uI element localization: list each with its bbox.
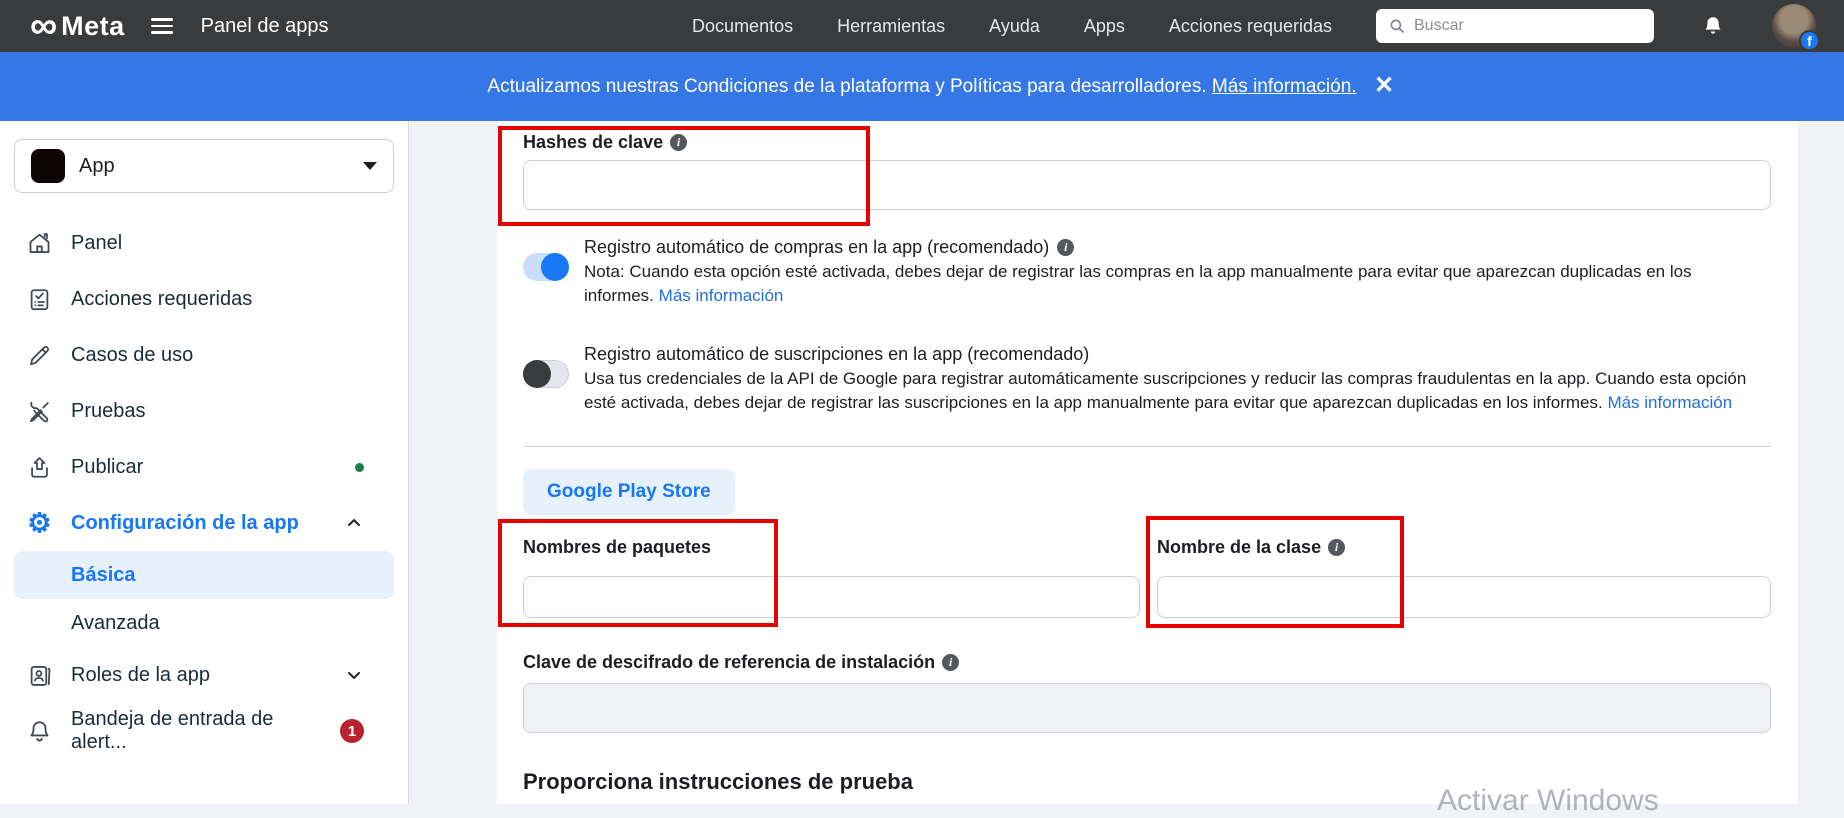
sidebar-item-label: Roles de la app: [71, 663, 210, 686]
sidebar-item-label: Casos de uso: [71, 343, 194, 366]
purchases-toggle-title: Registro automático de compras en la app (recomendado) i: [584, 236, 1754, 258]
info-icon[interactable]: i: [1328, 539, 1345, 556]
facebook-badge-icon: f: [1799, 30, 1820, 51]
package-names-field: [523, 538, 1140, 618]
sidebar-subitem-basica[interactable]: [14, 551, 394, 599]
sidebar-subitem-label: Básica: [71, 563, 136, 586]
sidebar-item-roles[interactable]: [14, 647, 394, 703]
chevron-up-icon: [344, 513, 364, 533]
home-icon: [26, 230, 53, 257]
activate-windows-watermark: Activar Windows: [1437, 784, 1659, 817]
app-selector-label: App: [79, 154, 115, 177]
decrypt-key-input: [523, 683, 1771, 733]
info-icon[interactable]: i: [942, 654, 959, 671]
key-hashes-input[interactable]: [523, 160, 1771, 210]
main-area: [409, 121, 1844, 804]
sidebar-subitem-avanzada[interactable]: [14, 599, 394, 647]
subscriptions-toggle-title: Registro automático de suscripciones en la app (recomendado): [584, 344, 1090, 364]
nav-item-acciones-requeridas[interactable]: Acciones requeridas: [1168, 15, 1332, 36]
top-navbar: [0, 0, 1844, 52]
subscriptions-more-info-link[interactable]: Más información: [1607, 392, 1733, 412]
sidebar-item-configuracion[interactable]: [14, 495, 394, 551]
subscriptions-toggle-note: Usa tus credenciales de la API de Google para registrar automáticamente suscripciones y reducir las compras fraudulentas en la app. Cuando esta opción esté activada, debes dejar de registrar las suscripciones en la app manualmente para evitar que aparezcan duplicadas en los informes. Más información: [584, 369, 1747, 412]
sidebar-item-publicar[interactable]: [14, 439, 394, 495]
sidebar-item-acciones-requeridas[interactable]: [14, 271, 394, 327]
package-names-input[interactable]: [523, 576, 1140, 618]
package-names-label: Nombres de paquetes: [523, 536, 712, 557]
gear-icon: ⚙: [27, 507, 52, 538]
sidebar-item-label: Publicar: [71, 455, 144, 478]
decrypt-key-label: Clave de descifrado de referencia de instalación i: [523, 652, 1771, 673]
bell-icon: [26, 718, 53, 745]
search-box[interactable]: [1376, 9, 1654, 43]
sidebar-item-label: Configuración de la app: [71, 511, 299, 534]
sidebar-subitem-label: Avanzada: [71, 611, 160, 634]
purchases-toggle[interactable]: [523, 253, 569, 281]
nav-item-herramientas[interactable]: Herramientas: [837, 15, 946, 36]
sidebar-item-casos-de-uso[interactable]: [14, 327, 394, 383]
class-name-field: [1157, 538, 1771, 618]
meta-logo-word: Meta: [61, 10, 125, 41]
publish-status-dot: [355, 463, 364, 472]
sidebar-item-panel[interactable]: [14, 215, 394, 271]
purchases-toggle-row: [523, 236, 1771, 307]
class-name-label: Nombre de la clase i: [1157, 538, 1771, 556]
navbar-title: Panel de apps: [200, 14, 329, 37]
info-icon[interactable]: i: [670, 134, 687, 151]
subscriptions-toggle[interactable]: [523, 360, 569, 388]
hamburger-menu-icon[interactable]: [151, 18, 173, 33]
purchases-toggle-note: Nota: Cuando esta opción esté activada, debes dejar de registrar las compras en la app manualmente para evitar que aparezcan duplicadas en los informes. Más información: [584, 262, 1692, 305]
app-icon: [31, 149, 65, 183]
user-avatar[interactable]: [1772, 4, 1816, 48]
nav-item-documentos[interactable]: Documentos: [692, 15, 794, 36]
banner-link[interactable]: Más información.: [1211, 75, 1357, 97]
info-icon[interactable]: i: [1057, 239, 1074, 256]
search-input[interactable]: [1414, 17, 1614, 35]
nav-item-ayuda[interactable]: Ayuda: [989, 15, 1040, 36]
test-instructions-heading: Proporciona instrucciones de prueba: [523, 769, 913, 794]
id-card-icon: [26, 662, 53, 689]
subscriptions-toggle-row: [523, 343, 1771, 414]
checklist-icon: [26, 286, 53, 313]
chevron-down-icon: [344, 665, 364, 685]
sidebar-item-label: Panel: [71, 231, 123, 254]
sidebar-item-label: Pruebas: [71, 399, 146, 422]
banner-text: Actualizamos nuestras Condiciones de la plataforma y Políticas para desarrolladores.: [487, 75, 1207, 97]
meta-logo[interactable]: [30, 5, 125, 47]
pencil-icon: [26, 342, 53, 369]
alert-count-badge: 1: [340, 719, 364, 743]
notifications-bell-icon[interactable]: [1698, 11, 1728, 41]
sidebar-item-label: Acciones requeridas: [71, 287, 253, 310]
tools-icon: [26, 398, 53, 425]
app-selector[interactable]: [14, 139, 394, 193]
key-hashes-label: Hashes de clave i: [523, 132, 1771, 153]
google-play-store-chip[interactable]: Google Play Store: [523, 469, 735, 515]
sidebar-item-bandeja-alertas[interactable]: [14, 703, 394, 759]
announcement-banner: [0, 52, 1844, 121]
sidebar-item-pruebas[interactable]: [14, 383, 394, 439]
sidebar-item-label: Bandeja de entrada de alert...: [71, 708, 274, 753]
meta-infinity-icon: ∞: [30, 5, 58, 47]
banner-close-icon[interactable]: ✕: [1374, 72, 1395, 99]
caret-down-icon: [363, 162, 377, 170]
purchases-more-info-link[interactable]: Más información: [658, 285, 784, 305]
search-icon: [1388, 17, 1406, 35]
nav-item-apps[interactable]: Apps: [1083, 15, 1125, 36]
class-name-input[interactable]: [1157, 576, 1771, 618]
sidebar: [0, 121, 409, 804]
publish-icon: [26, 454, 53, 481]
settings-card: [497, 121, 1798, 804]
